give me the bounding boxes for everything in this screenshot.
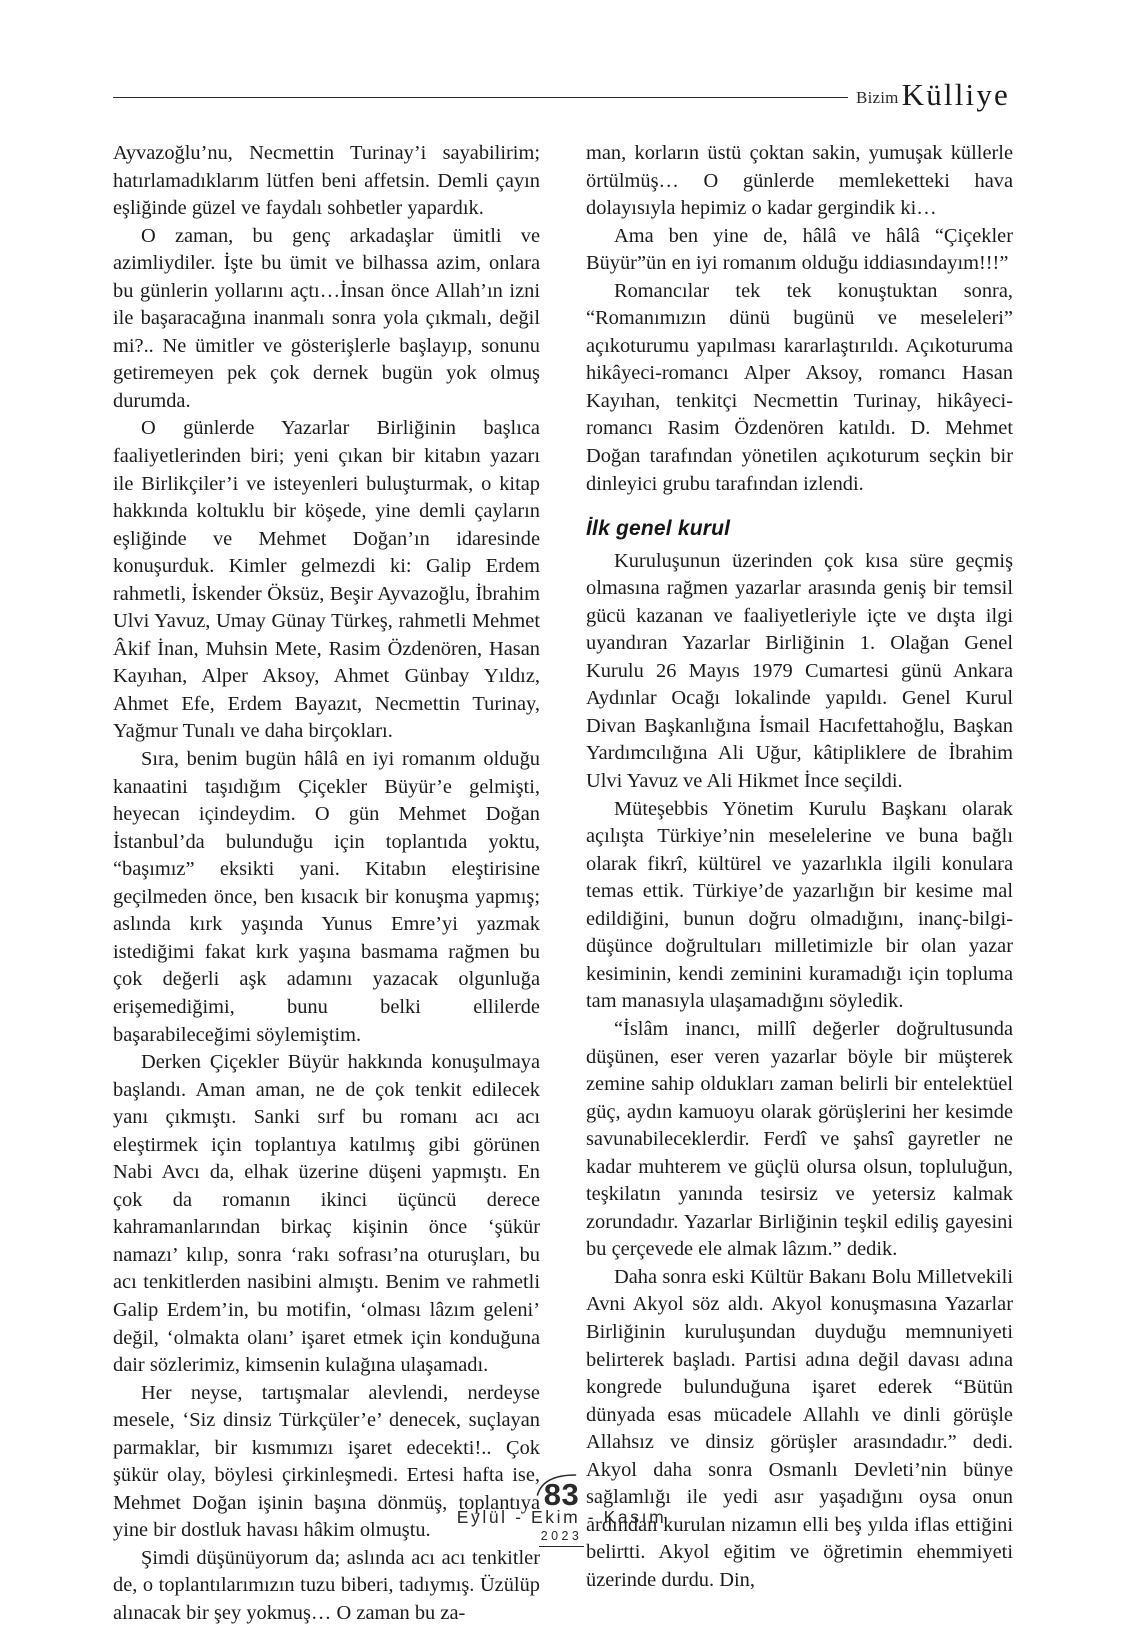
paragraph: man, korların üstü çoktan sakin, yumuşak küllerle örtülmüş… O günlerde memleketteki hava dolayısıyla hepimiz o kadar gergindik ki… — [586, 142, 1013, 220]
paragraph: “İslâm inancı, millî değerler doğrultusunda düşünen, eser veren yazarlar böyle bir müşterek zemine sahip oldukları zaman belirli bir entelektüel güç, aydın kamuoyu olarak görüşlerini her kesimde savunabileceklerdir. Ferdî ve şahsî gayretler ne kadar muhterem ve güçlü olursa olsun, topluluğun, teşkilatın yanında tesirsiz ve yetersiz kalmak zorundadır. Yazarlar Birliğinin teşkil ediliş gayesini bu çerçevede ele almak lâzım.” dedik. — [586, 1017, 1013, 1261]
running-head-title: Külliye — [901, 77, 1010, 112]
right-column — [586, 140, 1013, 1591]
running-head-prefix: Bizim — [856, 88, 899, 107]
paragraph: Daha sonra eski Kültür Bakanı Bolu Milletvekili Avni Akyol söz aldı. Akyol konuşmasına Yazarlar Birliğinin kuruluşundan duyduğu memnuniyeti belirterek başladı. Partisi adına değil davası adına kongrede bulunduğuna işaret ederek “Bütün dünyada esas mücadele Allahlı ve dinli görüşle Allahsız ve dinsiz görüşler arasındadır.” dedi. Akyol daha sonra Osmanlı Devleti’nin bünye sağlamlığı ile yedi asır yaşadığını oysa onun ardından kurulan nizamın elli beş yılda iflas ettiğini belirtti. Akyol eğitim ve öğretimin ehemmiyeti üzerinde durdu. Din, — [586, 1265, 1013, 1591]
running-head-text — [848, 77, 1010, 112]
paragraph: Ayvazoğlu’nu, Necmettin Turinay’i sayabilirim; hatırlamadıklarım lütfen beni affetsin. Demli çayın eşliğinde güzel ve faydalı sohbetler yapardık. — [113, 142, 540, 220]
page-footer — [0, 1478, 1123, 1574]
issue-year: 2023 — [539, 1529, 584, 1547]
paragraph: Şimdi düşünüyorum da; aslında acı acı tenkitler de, o toplantılarımızın tuzu biberi, tadıymış. Üzülüp alınacak bir şey yokmuş… O zaman bu za- — [113, 1546, 540, 1624]
page-number: 83 — [543, 1477, 580, 1512]
paragraph: Her neyse, tartışmalar alevlendi, nerdeyse mesele, ‘Siz dinsiz Türkçüler’e’ denecek, suçlayan parmaklar, bir kısmımızı işaret edecekti!.. Çok şükür olay, böylesi çirkinleşmedi. Ertesi hafta ise, Mehmet Doğan işinin başına dönmüş, toplantıya yine bir dostluk havası hâkim olmuştu. — [113, 1381, 540, 1542]
paragraph: O zaman, bu genç arkadaşlar ümitli ve azimliydiler. İşte bu ümit ve bilhassa azim, onlara bu günlerin yollarını açtı…İnsan önce Allah’ın izni ile başaracağına inanmalı sonra yola çıkmalı, değil mi?.. Ne ümitler ve gösterişlerle başlayıp, sonunu getiremeyen pek çok dernek bugün yok olmuş durumda. — [113, 224, 540, 412]
paragraph: Sıra, benim bugün hâlâ en iyi romanım olduğu kanaatini taşıdığım Çiçekler Büyür’e gelmişti, heyecan içindeydim. O gün Mehmet Doğan İstanbul’da bulunduğu için toplantıda yoktu, “başımız” eksikti yani. Kitabın eleştirisine geçilmeden önce, ben kısacık bir konuşma yapmış; aslında kırk yaşında Yunus Emre’yi yazmak istediğimi fakat kırk yaşına basmama rağmen bu çok değerli aşk adamını yazacak olgunluğa erişemediğimi, bunu belki ellilerde başarabileceğimi söylemiştim. — [113, 748, 540, 1046]
section-subheading: İlk genel kurul — [586, 517, 731, 541]
paragraph: Ama ben yine de, hâlâ ve hâlâ “Çiçekler Büyür”ün en iyi romanım olduğu iddiasındayım!!!” — [586, 224, 1013, 275]
paragraph: Derken Çiçekler Büyür hakkında konuşulmaya başlandı. Aman aman, ne de çok tenkit edilecek yanı çıkmıştı. Sanki sırf bu romanı acı acı eleştirmek için toplantıya katılmış gibi görünen Nabi Avcı da, elhak üzerine düşeni yapmıştı. En çok da romanın ikinci üçüncü derece kahramanlarından birkaç kişinin önce ‘şükür namazı’ kılıp, sonra ‘rakı sofrası’na oturuşları, bu acı tenkitlerden nasibini almıştı. Benim ve rahmetli Galip Erdem’in, bu motifin, ‘olması lâzım geleni’ değil, ‘olmakta olanı’ işaret etmek için konduğuna dair sözlerimiz, kimsenin kulağına ulaşamadı. — [113, 1051, 540, 1377]
paragraph: Kuruluşunun üzerinden çok kısa süre geçmiş olmasına rağmen yazarlar arasında geniş bir temsil gücü kazanan ve faaliyetleriyle içte ve dışta ilgi uyandıran Yazarlar Birliğinin 1. Olağan Genel Kurulu 26 Mayıs 1979 Cumartesi günü Ankara Aydınlar Ocağı lokalinde yapıldı. Genel Kurul Divan Başkanlığına İsmail Hacıfettahoğlu, Başkan Yardımcılığına Ali Uğur, kâtipliklere de İbrahim Ulvi Yavuz ve Ali Hikmet İnce seçildi. — [586, 549, 1013, 793]
paragraph: Müteşebbis Yönetim Kurulu Başkanı olarak açılışta Türkiye’nin meselelerine ve buna bağlı olarak fikrî, kültürel ve yazarlıkla ilgili konulara temas ettik. Türkiye’de yazarlığın bir kesime mal edildiğini, bunun doğru olmadığını, inanç-bilgi-düşünce doğrultuları milletimizle bir olan yazar kesiminin, kendi zeminini kuramadığı için topluma tam manasıyla ulaşamadığını söyledik. — [586, 797, 1013, 1013]
paragraph: Romancılar tek tek konuştuktan sonra, “Romanımızın dünü bugünü ve meseleleri” açıkoturumu yapılması kararlaştırıldı. Açıkoturuma hikâyeci-romancı Alper Aksoy, romancı Hasan Kayıhan, tenkitçi Necmettin Turinay, hikâyeci-romancı Rasim Özdenören katıldı. D. Mehmet Doğan tarafından yönetilen açıkoturum seçkin bir dinleyici grubu tarafından izlendi. — [586, 279, 1013, 495]
running-head — [113, 58, 1010, 112]
issue-months: Eylül - Ekim - Kasım — [456, 1507, 667, 1527]
paragraph: O günlerde Yazarlar Birliğinin başlıca faaliyetlerinden biri; yeni çıkan bir kitabın yazarı ile Birlikçiler’i ve isteyenleri buluşturmak, o kitap hakkında koltuklu bir köşede, yine demli çayların eşliğinde ve Mehmet Doğan’ın idaresinde konuşurduk. Kimler gelmezdi ki: Galip Erdem rahmetli, İskender Öksüz, Beşir Ayvazoğlu, İbrahim Ulvi Yavuz, Umay Günay Türkeş, rahmetli Mehmet Âkif İnan, Muhsin Mete, Rasim Özdenören, Hasan Kayıhan, Alper Aksoy, Ahmet Günbay Yıldız, Ahmet Efe, Erdem Bayazıt, Necmettin Turinay, Yağmur Tunalı ve daha birçokları. — [113, 417, 540, 743]
left-column — [113, 140, 540, 1624]
